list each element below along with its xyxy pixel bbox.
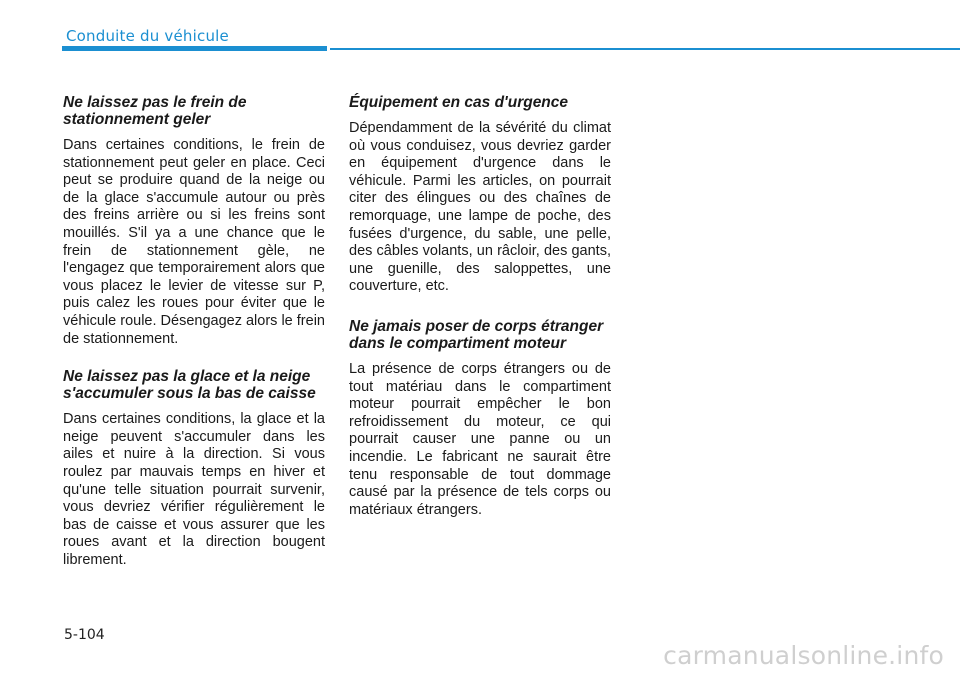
left-column (63, 94, 325, 569)
section-heading: Ne laissez pas la glace et la neige s'accumuler sous la bas de caisse (63, 368, 316, 403)
header-rule (330, 48, 960, 50)
watermark: carmanualsonline.info (663, 641, 944, 670)
section-heading: Ne laissez pas le frein de stationnement geler (63, 94, 247, 128)
section-parking-brake (63, 94, 325, 348)
header-accent-bar (62, 46, 327, 51)
section-heading: Ne jamais poser de corps étranger dans le compartiment moteur (349, 317, 604, 352)
section-body: La présence de corps étrangers ou de tout matériau dans le compartiment moteur pourrait empêcher le bon refroidissement du moteur, ce qui pourrait causer une panne ou un incendie. Le fabricant ne saurait être tenu responsable de tout dommage causé par la présence de tels corps ou matériaux étrangers. (349, 360, 611, 518)
page-number: 5-104 (64, 627, 105, 643)
section-heading: Équipement en cas d'urgence (349, 94, 569, 111)
section-body: Dans certaines conditions, le frein de stationnement peut geler en place. Ceci peut se produire quand de la neige ou de la glace s'accumule autour ou près des freins arrière ou si les freins sont mouillés. S'il ya a une chance que le frein de stationnement gèle, ne l'engagez que temporairement alors que vous placez le levier de vitesse sur P, puis calez les roues pour éviter que le véhicule roule. Désengagez alors le frein de stationnement. (63, 137, 325, 347)
middle-column (349, 94, 611, 519)
section-underbody-ice (63, 368, 325, 569)
section-header-title: Conduite du véhicule (66, 27, 229, 45)
section-emergency-equipment (349, 94, 611, 296)
section-foreign-objects (349, 318, 611, 519)
section-body: Dépendamment de la sévérité du climat où vous conduisez, vous devriez garder en équipement d'urgence dans le véhicule. Parmi les articles, on pourrait citer des élingues ou des chaînes de remorquage, une lampe de poche, des fusées d'urgence, du sable, une pelle, des câbles volants, un râcloir, des gants, une guenille, des saloppettes, une couverture, etc. (349, 120, 611, 295)
section-body: Dans certaines conditions, la glace et la neige peuvent s'accumuler dans les ailes et nuire à la direction. Si vous roulez par mauvais temps en hiver et qu'une telle situation pourrait survenir, vous devriez vérifier régulièrement le bas de caisse et vous assurer que les roues avant et la direction bougent librement. (63, 411, 325, 568)
